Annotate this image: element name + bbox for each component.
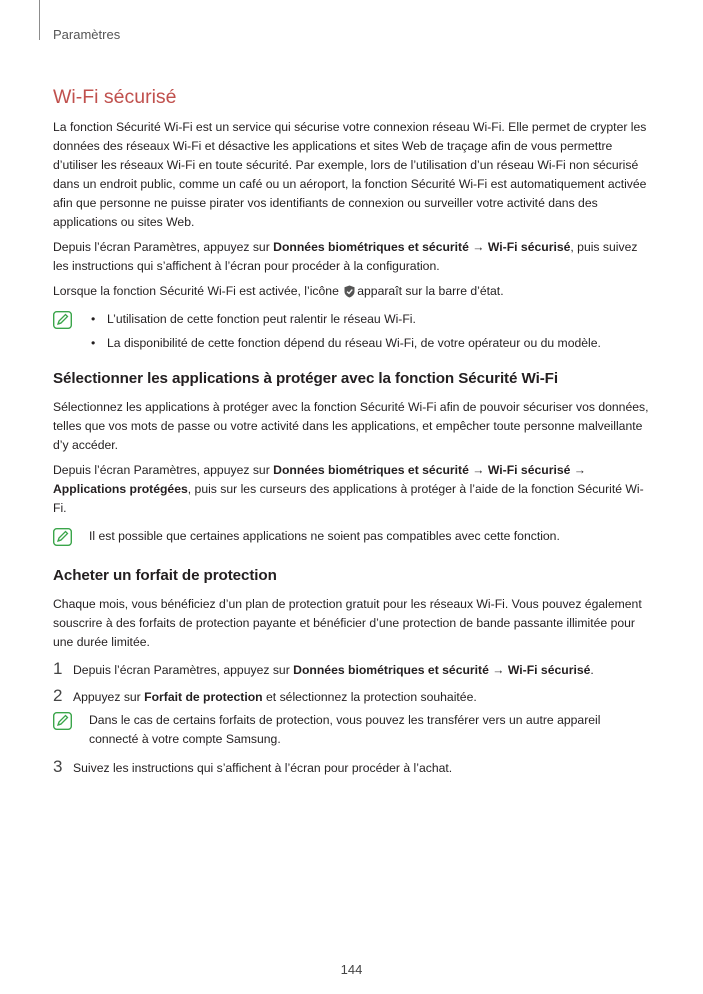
note-pencil-icon — [53, 712, 72, 736]
section-title-select-apps: Sélectionner les applications à protéger avec la fonction Sécurité Wi-Fi — [53, 370, 558, 387]
select-apps-instruction: Depuis l’écran Paramètres, appuyez sur Données biométriques et sécurité → Wi-Fi sécurisé → Applications protégées, puis sur les curseurs des applications à protéger à l’aide de la fonction Sécurité Wi-Fi. — [53, 463, 644, 515]
note-pencil-icon — [53, 311, 72, 335]
instruction-paragraph: Depuis l’écran Paramètres, appuyez sur Données biométriques et sécurité → Wi-Fi sécurisé, puis suivez les instructions qui s’affichent à l’écran pour procéder à la configuration. — [53, 240, 638, 273]
section-title-wifi-securise: Wi-Fi sécurisé — [53, 86, 177, 108]
step-2-note: Dans le cas de certains forfaits de protection, vous pouvez les transférer vers un autre appareil connecté à votre compte Samsung. — [53, 711, 649, 749]
note-bullet-list — [89, 310, 649, 353]
note-block-2: Il est possible que certaines applications ne soient pas compatibles avec cette fonction. — [53, 527, 649, 546]
page-number: 144 — [340, 962, 363, 977]
list-item: • L’utilisation de cette fonction peut ralentir le réseau Wi-Fi. — [91, 312, 416, 326]
list-item: • La disponibilité de cette fonction dépend du réseau Wi-Fi, de votre opérateur ou du modèle. — [91, 336, 601, 350]
menu-path-wifi: Wi-Fi sécurisé — [487, 240, 571, 254]
select-apps-paragraph: Sélectionnez les applications à protéger avec la fonction Sécurité Wi-Fi afin de pouvoir sécuriser vos données, telles que vos mots de passe ou votre activité dans les applications, et empêcher toute personne malveillante d’y accéder. — [53, 400, 649, 452]
intro-paragraph: La fonction Sécurité Wi-Fi est un service qui sécurise votre connexion réseau Wi-Fi. Elle permet de crypter les données des réseaux Wi-Fi et désactive les applications et sites Web de traçage afin de vous permettre d’utiliser les réseaux Wi-Fi en toute sécurité. Par exemple, lors de l’utilisation d’un réseau Wi-Fi non sécurisé dans un endroit public, comme un café ou un aéroport, la fonction Sécurité Wi-Fi est automatiquement activée afin que personne ne puisse pirater vos identifiants de connexion ou surveiller votre activité dans des applications ou sites Web. — [53, 120, 647, 229]
step-2: 2 Appuyez sur Forfait de protection et sélectionnez la protection souhaitée. — [53, 686, 477, 705]
section-title-buy-plan: Acheter un forfait de protection — [53, 567, 277, 584]
step-1: 1 Depuis l’écran Paramètres, appuyez sur Données biométriques et sécurité → Wi-Fi sécurisé. — [53, 659, 594, 678]
buy-plan-paragraph: Chaque mois, vous bénéficiez d’un plan de protection gratuit pour les réseaux Wi-Fi. Vous pouvez également souscrire à des forfaits de protection payante et bénéficier d’une protection de bande passante illimitée pour une durée limitée. — [53, 597, 642, 649]
note-pencil-icon — [53, 528, 72, 552]
page-content — [53, 80, 649, 782]
menu-path-biometrics: Données biométriques et sécurité — [273, 240, 469, 254]
shield-icon — [344, 285, 355, 304]
status-icon-paragraph: Lorsque la fonction Sécurité Wi-Fi est activée, l’icône apparaît sur la barre d’état. — [53, 282, 649, 304]
header-divider — [39, 0, 40, 40]
note-block-1 — [53, 310, 649, 353]
step-3: 3 Suivez les instructions qui s’affichent à l’écran pour procéder à l’achat. — [53, 757, 453, 776]
page-header: Paramètres — [53, 27, 121, 42]
